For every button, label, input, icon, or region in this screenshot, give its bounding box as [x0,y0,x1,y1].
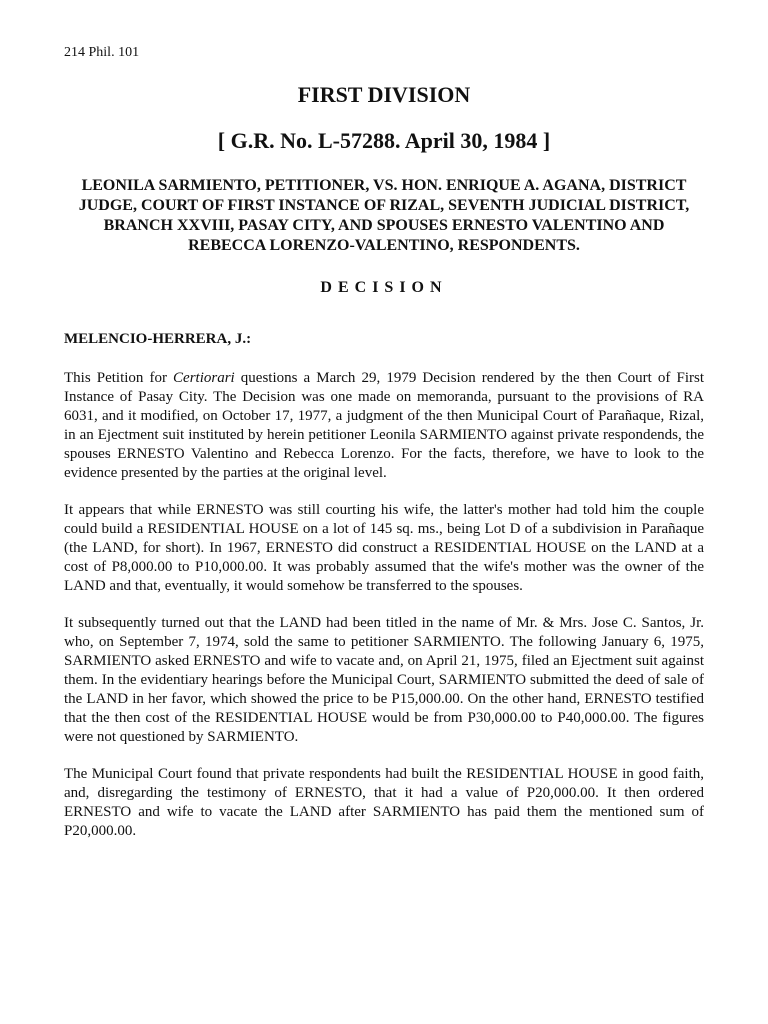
paragraph-1-rest: questions a March 29, 1979 Decision rendered by the then Court of First Instance of Pasay City. The Decision was one made on memoranda, pursuant to the provisions of RA 6031, and it modified, on October 17, 1977, a judgment of the then Municipal Court of Parañaque, Rizal, in an Ejectment suit instituted by herein petitioner Leonila SARMIENTO against private respondends, the spouses ERNESTO Valentino and Rebecca Lorenzo. For the facts, therefore, we have to look to the evidence presented by the parties at the original level. [64,370,704,481]
paragraph-3: It subsequently turned out that the LAND had been titled in the name of Mr. & Mrs. Jose C. Santos, Jr. who, on September 7, 1974, sold the same to petitioner SARMIENTO. The following January 6, 1975, SARMIENTO asked ERNESTO and wife to vacate and, on April 21, 1975, filed an Ejectment suit against them. In the evidentiary hearings before the Municipal Court, SARMIENTO submitted the deed of sale of the LAND in her favor, which showed the price to be P15,000.00. On the other hand, ERNESTO testified that the then cost of the RESIDENTIAL HOUSE would be from P30,000.00 to P40,000.00. The figures were not questioned by SARMIENTO. [64,615,704,745]
division-title: FIRST DIVISION [297,82,471,107]
paragraph-2: It appears that while ERNESTO was still courting his wife, the latter's mother had told him the couple could build a RESIDENTIAL HOUSE on a lot of 145 sq. ms., being Lot D of a subdivision in Parañaque (the LAND, for short). In 1967, ERNESTO did construct a RESIDENTIAL HOUSE on the LAND at a cost of P8,000.00 to P10,000.00. It was probably assumed that the wife's mother was the owner of the LAND and that, eventually, it would somehow be transferred to the spouses. [64,502,704,594]
decision-heading: DECISION [320,279,448,296]
case-parties: LEONILA SARMIENTO, PETITIONER, VS. HON. ENRIQUE A. AGANA, DISTRICT JUDGE, COURT OF FIRST INSTANCE OF RIZAL, SEVENTH JUDICIAL DISTRICT, BRANCH XXVIII, PASAY CITY, AND SPOUSES ERNESTO VALENTINO AND REBECCA LORENZO-VALENTINO, RESPONDENTS. [78,177,690,254]
paragraph-1 [64,369,704,483]
certiorari-term: Certiorari [173,370,235,386]
paragraph-4: The Municipal Court found that private respondents had built the RESIDENTIAL HOUSE in good faith, and, disregarding the testimony of ERNESTO, that it had a value of P20,000.00. It then ordered ERNESTO and wife to vacate the LAND after SARMIENTO has paid them the mentioned sum of P20,000.00. [64,766,704,839]
case-citation: 214 Phil. 101 [64,45,140,60]
gr-number: [ G.R. No. L-57288. April 30, 1984 ] [217,128,551,153]
ponente: MELENCIO-HERRERA, J.: [64,331,252,347]
paragraph-1-start: This Petition for [64,370,174,386]
